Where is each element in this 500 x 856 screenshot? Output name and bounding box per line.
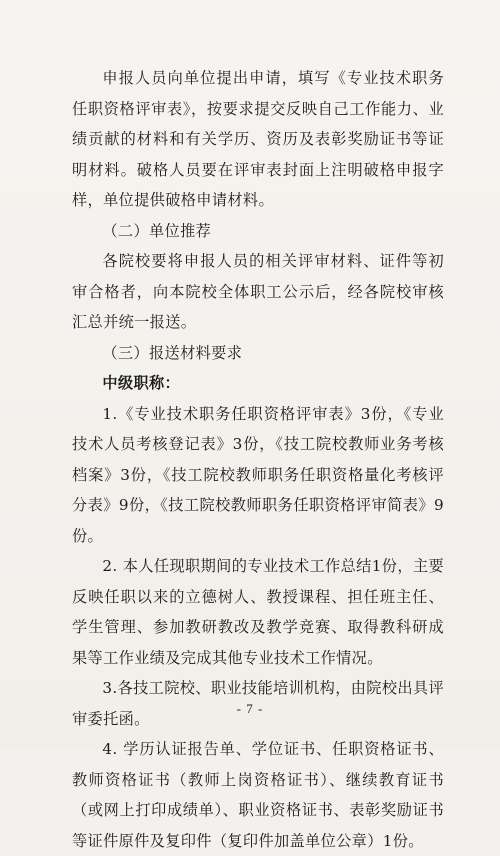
paragraph-application: 申报人员向单位提出申请，填写《专业技术职务任职资格评审表》，按要求提交反映自己工作能力、业绩贡献的材料和有关学历、资历及表彰奖励证书等证明材料。破格人员要在评审表封面上注明破格申报字样，单位提供破格申请材料。: [72, 69, 444, 209]
section-heading-material-requirements: （三）报送材料要求: [102, 343, 243, 362]
section-heading-intermediate-title: 中级职称：: [102, 374, 181, 392]
page-number: - 7 -: [236, 701, 264, 716]
list-item-3: 3.各技工院校、职业技能培训机构，由院校出具评审委托函。: [72, 679, 444, 728]
list-item-1: 1.《专业技术职务任职资格评审表》3份，《专业技术人员考核登记表》3份，《技工院校教师业务考核档案》3份，《技工院校教师职务任职资格量化考核评分表》9份，《技工院校教师职务任职资格评审简表》9份。: [72, 404, 444, 545]
list-item-4: 4. 学历认证报告单、学位证书、任职资格证书、教师资格证书（教师上岗资格证书）、继续教育证书（或网上打印成绩单）、职业资格证书、表彰奖励证书等证件原件及复印件（复印件加盖单位公章）1份。: [72, 740, 444, 850]
list-item-2: 2. 本人任现职期间的专业技术工作总结1份，主要反映任职以来的立德树人、教授课程、担任班主任、学生管理、参加教研教改及教学竞赛、取得教科研成果等工作业绩及完成其他专业技术工作情况。: [72, 557, 444, 667]
section-heading-unit-recommendation: （二）单位推荐: [102, 221, 212, 240]
document-body: [72, 63, 444, 856]
paragraph-unit-recommendation: 各院校要将申报人员的相关评审材料、证件等初审合格者，向本院校全体职工公示后，经各院校审核汇总并统一报送。: [72, 252, 444, 331]
